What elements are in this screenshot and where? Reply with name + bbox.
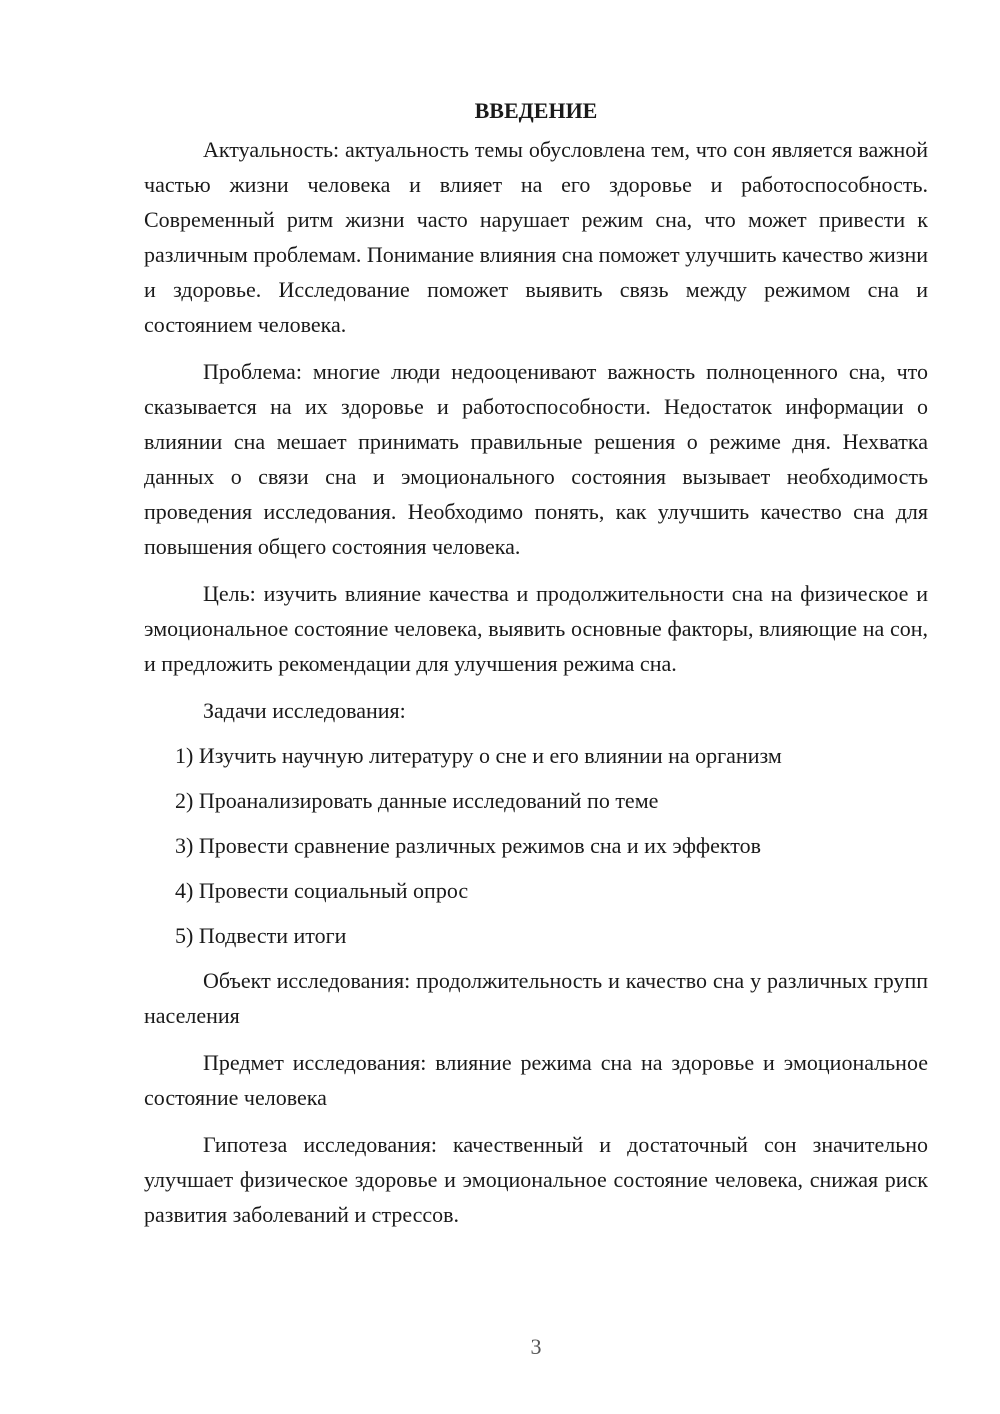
subject-paragraph: Предмет исследования: влияние режима сна на здоровье и эмоциональное состояние человека <box>144 1050 928 1110</box>
task-item: 1) Изучить научную литературу о сне и его влиянии на организм <box>175 743 782 768</box>
hypothesis-paragraph: Гипотеза исследования: качественный и достаточный сон значительно улучшает физическое здоровье и эмоциональное состояние человека, снижая риск развития заболеваний и стрессов. <box>144 1132 928 1227</box>
problem-paragraph: Проблема: многие люди недооценивают важность полноценного сна, что сказывается на их здоровье и работоспособности. Недостаток информации о влиянии сна мешает принимать правильные решения о режиме дня. Нехватка данных о связи сна и эмоционального состояния вызывает необходимость проведения исследования. Необходимо понять, как улучшить качество сна для повышения общего состояния человека. <box>144 359 928 559</box>
task-item: 5) Подвести итоги <box>175 923 347 948</box>
tasks-heading: Задачи исследования: <box>203 698 406 723</box>
relevance-paragraph: Актуальность: актуальность темы обусловлена тем, что сон является важной частью жизни человека и влияет на его здоровье и работоспособность. Современный ритм жизни часто нарушает режим сна, что может привести к различным проблемам. Понимание влияния сна поможет улучшить качество жизни и здоровье. Исследование поможет выявить связь между режимом сна и состоянием человека. <box>144 137 928 337</box>
page-number: 3 <box>530 1334 542 1359</box>
task-item: 3) Провести сравнение различных режимов сна и их эффектов <box>175 833 761 858</box>
task-list <box>144 738 928 953</box>
document-page <box>144 96 928 1244</box>
page-title: ВВЕДЕНИЕ <box>474 98 598 123</box>
goal-paragraph: Цель: изучить влияние качества и продолжительности сна на физическое и эмоциональное состояние человека, выявить основные факторы, влияющие на сон, и предложить рекомендации для улучшения режима сна. <box>144 581 928 676</box>
task-item: 2) Проанализировать данные исследований по теме <box>175 788 659 813</box>
object-paragraph: Объект исследования: продолжительность и качество сна у различных групп населения <box>144 968 928 1028</box>
task-item: 4) Провести социальный опрос <box>175 878 469 903</box>
